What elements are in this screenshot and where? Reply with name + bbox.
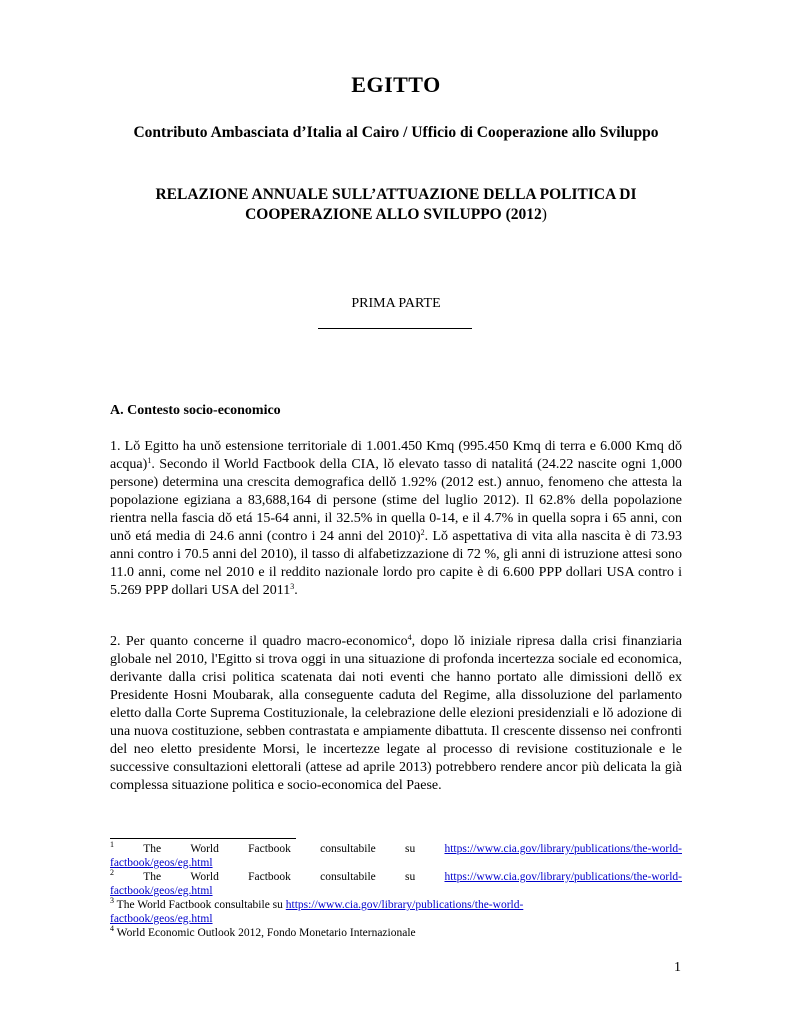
footnote-4-number: 4 xyxy=(110,924,114,933)
paragraph-1-text-a: 1. Lŏ Egitto ha unŏ estensione territoriale di 1.001.450 Kmq (995.450 Kmq di terra e 6.000 Kmq dŏ acqua) xyxy=(110,439,682,472)
footnote-4 xyxy=(110,924,682,941)
footnote-3-number: 3 xyxy=(110,896,114,905)
footnote-2 xyxy=(110,868,682,898)
report-title xyxy=(110,185,682,225)
footnote-1-word: World xyxy=(190,843,219,855)
paragraph-1 xyxy=(110,438,682,600)
footnote-2-line-2 xyxy=(110,885,682,899)
footnote-1-link-cont[interactable]: factbook/geos/eg.html xyxy=(110,856,213,869)
footnote-2-line-1 xyxy=(110,868,682,885)
footnote-3 xyxy=(110,896,682,926)
part-label: PRIMA PARTE xyxy=(351,296,441,311)
footnote-3-link[interactable]: https://www.cia.gov/library/publications/the-world- xyxy=(285,899,524,911)
footnote-2-link[interactable]: https://www.cia.gov/library/publications/the-world- xyxy=(444,871,682,883)
footnote-1-line-2 xyxy=(110,857,682,871)
footnote-ref-4[interactable]: 4 xyxy=(407,633,412,642)
footnote-4-text: World Economic Outlook 2012, Fondo Monetario Internazionale xyxy=(116,927,416,939)
footnote-1 xyxy=(110,840,682,870)
footnote-2-word: consultabile xyxy=(320,871,376,883)
footnote-1-word: Factbook xyxy=(248,843,291,855)
report-title-close: ) xyxy=(541,206,547,223)
footnote-ref-2[interactable]: 2 xyxy=(420,528,425,537)
footnote-2-word: Factbook xyxy=(248,871,291,883)
report-title-text: RELAZIONE ANNUALE SULL’ATTUAZIONE DELLA POLITICA DI COOPERAZIONE ALLO SVILUPPO (2012 xyxy=(155,186,637,223)
footnote-2-word: World xyxy=(190,871,219,883)
footnote-2-number: 2 xyxy=(110,868,114,877)
footnote-2-word: su xyxy=(405,871,416,883)
footnote-1-link[interactable]: https://www.cia.gov/library/publications/the-world- xyxy=(444,843,682,855)
footnote-1-word: consultabile xyxy=(320,843,376,855)
footnote-3-text: The World Factbook consultabile su xyxy=(116,899,286,911)
footnote-ref-1[interactable]: 1 xyxy=(147,456,152,465)
footnote-1-word: The xyxy=(143,843,162,855)
paragraph-1-text-b: . Secondo il World Factbook della CIA, lŏ elevato tasso di natalitá (24.22 nascite ogni 1,000 persone) determina una crescita demografica dellŏ 1.92% (2012 est.) annuo, fenomeno che attesta la popolazione egiziana a 83,688,164 di persone (stime del luglio 2012). Il 62.8% della popolazione rientra nella fascia dŏ etá 15-64 anni, il 32.5% in quella 0-14, e il 4.7% in quella sopra i 65 anni, con unŏ etá media di 24.6 anni (contro i 24 anni del 2010) xyxy=(110,457,682,544)
footnote-2-link-cont[interactable]: factbook/geos/eg.html xyxy=(110,884,213,897)
paragraph-2 xyxy=(110,633,682,795)
part-underline-rule xyxy=(318,328,472,329)
footnote-1-line-1 xyxy=(110,840,682,857)
footnote-separator xyxy=(110,838,296,839)
footnote-1-word: su xyxy=(405,843,416,855)
footnote-2-word: The xyxy=(143,871,162,883)
footnote-1-number: 1 xyxy=(110,840,114,849)
footnote-3-link-cont[interactable]: factbook/geos/eg.html xyxy=(110,912,213,925)
paragraph-1-text-d: . xyxy=(294,583,298,598)
section-heading: A. Contesto socio-economico xyxy=(110,403,281,418)
footnotes xyxy=(110,840,682,942)
paragraph-2-text-a: 2. Per quanto concerne il quadro macro-economico xyxy=(110,634,408,649)
paragraph-1-text-c: . Lŏ aspettativa di vita alla nascita è di 73.93 anni contro i 70.5 anni del 2010), il tasso di alfabetizzazione di 72 %, gli anni di istruzione attesi sono 11.0 anni, come nel 2010 e il reddito nazionale lordo pro capite è di 6.600 PPP dollari USA contro i 5.269 PPP dollari USA del 2011 xyxy=(110,529,682,598)
document-subtitle: Contributo Ambasciata d’Italia al Cairo / Ufficio di Cooperazione allo Sviluppo xyxy=(133,124,659,141)
document-title: EGITTO xyxy=(351,72,441,97)
page-number: 1 xyxy=(674,960,681,975)
footnote-ref-3[interactable]: 3 xyxy=(290,582,295,591)
paragraph-2-text-b: , dopo lŏ iniziale ripresa dalla crisi finanziaria globale nel 2010, l'Egitto si trova oggi in una situazione di profonda incertezza sociale ed economica, derivante dalla crisi politica scatenata dai noti eventi che hanno portato alle dimissioni dellŏ ex Presidente Hosni Moubarak, alla conseguente caduta del Regime, alla dissoluzione del parlamento eletto dalla Corte Suprema Costituzionale, la celebrazione delle elezioni presidenziali e lŏ adozione di una nuova costituzione, sebben contrastata e ampiamente dibattuta. Il crescente dissenso nei confronti del neo eletto presidente Morsi, le incertezze legate al processo di revisione costituzionale e le successive consultazioni elettorali (attese ad aprile 2013) potrebbero rendere ancor più delicata la già complessa situazione politica e socio-economica del Paese. xyxy=(110,634,682,793)
